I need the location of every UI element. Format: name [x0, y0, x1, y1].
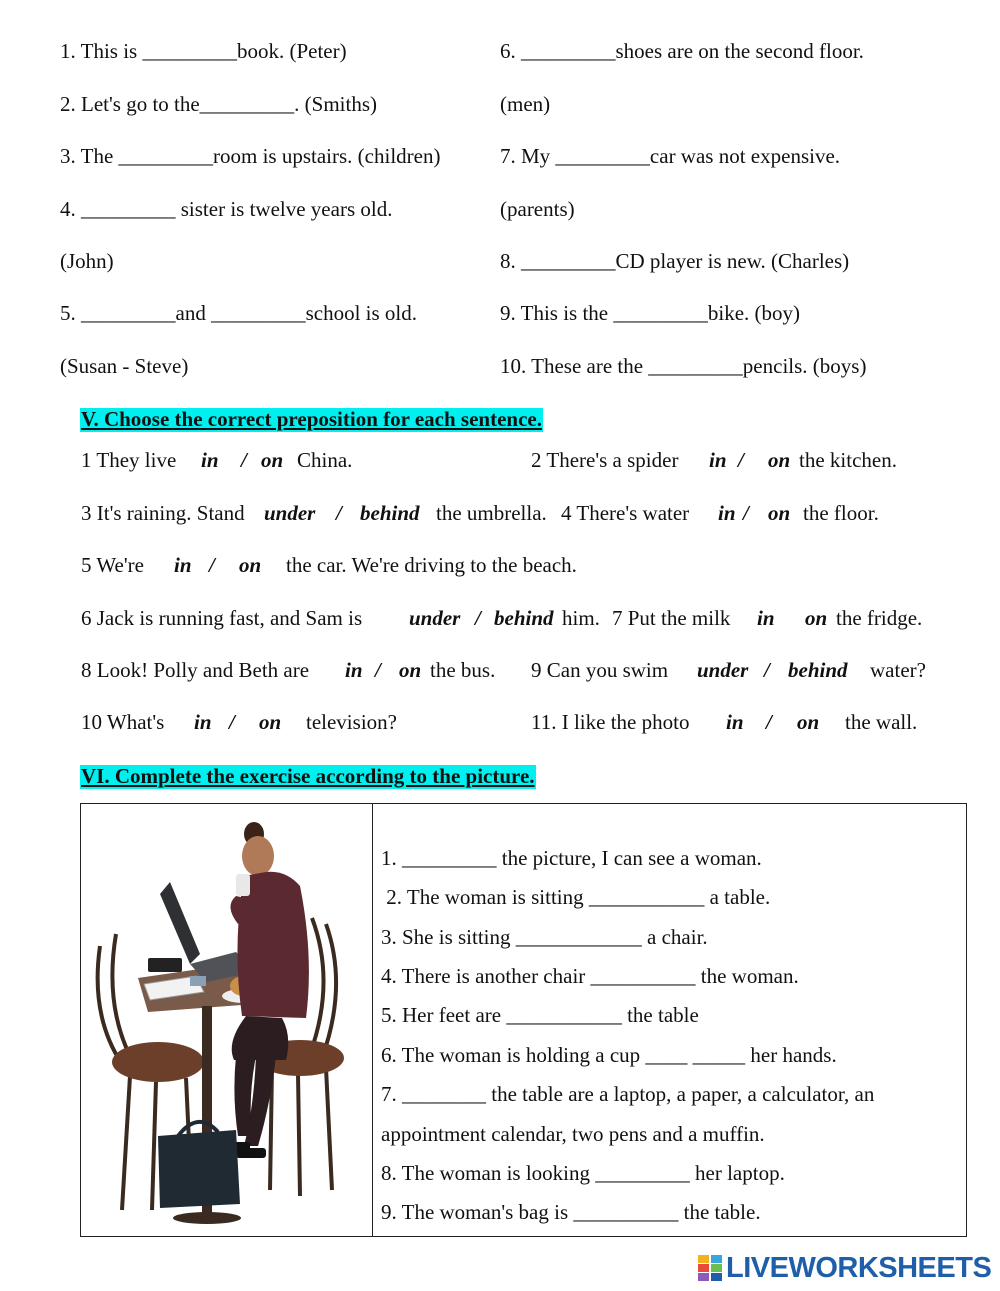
q9-text: 9 Can you swim: [531, 658, 669, 682]
bag: [158, 1130, 240, 1208]
picture-q1: 1. _________ the picture, I can see a woman.: [381, 846, 762, 870]
picture-q4: 4. There is another chair __________ the woman.: [381, 964, 799, 988]
q8-slash: /: [375, 658, 381, 682]
q5-option-a[interactable]: in: [174, 553, 192, 577]
picture-q9: 9. The woman's bag is __________ the table.: [381, 1200, 761, 1224]
ex4-right-line-2: (men): [500, 92, 551, 116]
ex4-left-line-3: 3. The _________room is upstairs. (children): [60, 144, 441, 168]
ex4-right-line-3: 7. My _________car was not expensive.: [500, 144, 841, 168]
ex4-left-line-1: 1. This is _________book. (Peter): [60, 39, 347, 63]
q9-post: water?: [870, 658, 926, 682]
ex4-right-line-4: (parents): [500, 197, 575, 221]
section-5-heading: V. Choose the correct preposition for each sentence.: [81, 407, 542, 431]
q7-option-b[interactable]: on: [805, 606, 828, 630]
q6-post: him.: [562, 606, 600, 630]
q2-text: 2 There's a spider: [531, 448, 679, 472]
q8-option-a[interactable]: in: [345, 658, 363, 682]
q5-slash: /: [209, 553, 215, 577]
q11-slash: /: [766, 710, 772, 734]
q3-option-b[interactable]: behind: [360, 501, 420, 525]
q5-option-b[interactable]: on: [239, 553, 262, 577]
appointment-calendar: [148, 958, 182, 972]
liveworksheets-icon: [698, 1255, 722, 1281]
q2-post: the kitchen.: [799, 448, 897, 472]
ex4-left-line-6: 5. _________and _________school is old.: [60, 301, 417, 325]
ex4-right-line-1: 6. _________shoes are on the second floor.: [500, 39, 864, 63]
q9-slash: /: [764, 658, 770, 682]
q1-slash: /: [241, 448, 247, 472]
picture-q8: 8. The woman is looking _________ her laptop.: [381, 1161, 785, 1185]
ex4-right-line-6: 9. This is the _________bike. (boy): [500, 301, 801, 325]
q7-option-a[interactable]: in: [757, 606, 775, 630]
picture-q2: 2. The woman is sitting ___________ a table.: [381, 885, 771, 909]
q1-post: China.: [297, 448, 353, 472]
ex4-right-line-7: 10. These are the _________pencils. (boys): [500, 354, 867, 378]
q1-option-a[interactable]: in: [201, 448, 219, 472]
q1-text: 1 They live: [81, 448, 177, 472]
section-6-heading: VI. Complete the exercise according to the picture.: [81, 764, 535, 788]
q11-option-a[interactable]: in: [726, 710, 744, 734]
q2-option-b[interactable]: on: [768, 448, 791, 472]
q3-post: the umbrella.: [436, 501, 547, 525]
q10-text: 10 What's: [81, 710, 165, 734]
q6-option-b[interactable]: behind: [494, 606, 554, 630]
q4-slash: /: [743, 501, 749, 525]
q10-option-b[interactable]: on: [259, 710, 282, 734]
q1-option-b[interactable]: on: [261, 448, 284, 472]
picture-q7: 7. ________ the table are a laptop, a paper, a calculator, an: [381, 1082, 875, 1106]
picture-q3: 3. She is sitting ____________ a chair.: [381, 925, 708, 949]
q4-option-a[interactable]: in: [718, 501, 736, 525]
q4-post: the floor.: [803, 501, 879, 525]
q8-post: the bus.: [430, 658, 496, 682]
q8-option-b[interactable]: on: [399, 658, 422, 682]
ex4-left-line-4: 4. _________ sister is twelve years old.: [60, 197, 393, 221]
ex4-left-line-2: 2. Let's go to the_________. (Smiths): [60, 92, 378, 116]
q6-option-a[interactable]: under: [409, 606, 461, 630]
q4-text: 4 There's water: [561, 501, 690, 525]
left-chair-seat: [112, 1042, 204, 1082]
q6-slash: /: [475, 606, 481, 630]
q10-post: television?: [306, 710, 397, 734]
q10-slash: /: [229, 710, 235, 734]
q2-slash: /: [738, 448, 744, 472]
q2-option-a[interactable]: in: [709, 448, 727, 472]
ex4-left-line-7: (Susan - Steve): [60, 354, 189, 378]
ex4-right-line-5: 8. _________CD player is new. (Charles): [500, 249, 850, 273]
q3-option-a[interactable]: under: [264, 501, 316, 525]
q7-post: the fridge.: [836, 606, 923, 630]
liveworksheets-logo[interactable]: [698, 1252, 991, 1284]
q11-option-b[interactable]: on: [797, 710, 820, 734]
picture-divider: [372, 803, 373, 1237]
picture-q6: 6. The woman is holding a cup ____ _____ her hands.: [381, 1043, 837, 1067]
woman-at-table-illustration: [86, 806, 368, 1234]
picture-q7-continued: appointment calendar, two pens and a muffin.: [381, 1122, 765, 1146]
calculator: [190, 976, 206, 986]
q10-option-a[interactable]: in: [194, 710, 212, 734]
q11-post: the wall.: [845, 710, 918, 734]
laptop-screen: [160, 882, 200, 964]
q8-text: 8 Look! Polly and Beth are: [81, 658, 310, 682]
q11-text: 11. I like the photo: [531, 710, 690, 734]
liveworksheets-text: LIVEWORKSHEETS: [726, 1251, 992, 1284]
ex4-left-line-5: (John): [60, 249, 114, 273]
q5-text: 5 We're: [81, 553, 144, 577]
q9-option-b[interactable]: behind: [788, 658, 848, 682]
q5-post: the car. We're driving to the beach.: [286, 553, 577, 577]
q3-text: 3 It's raining. Stand: [81, 501, 245, 525]
q7-text: 7 Put the milk: [612, 606, 731, 630]
q4-option-b[interactable]: on: [768, 501, 791, 525]
q6-text: 6 Jack is running fast, and Sam is: [81, 606, 363, 630]
q3-slash: /: [336, 501, 342, 525]
q9-option-a[interactable]: under: [697, 658, 749, 682]
picture-q5: 5. Her feet are ___________ the table: [381, 1003, 699, 1027]
table-base: [173, 1212, 241, 1224]
